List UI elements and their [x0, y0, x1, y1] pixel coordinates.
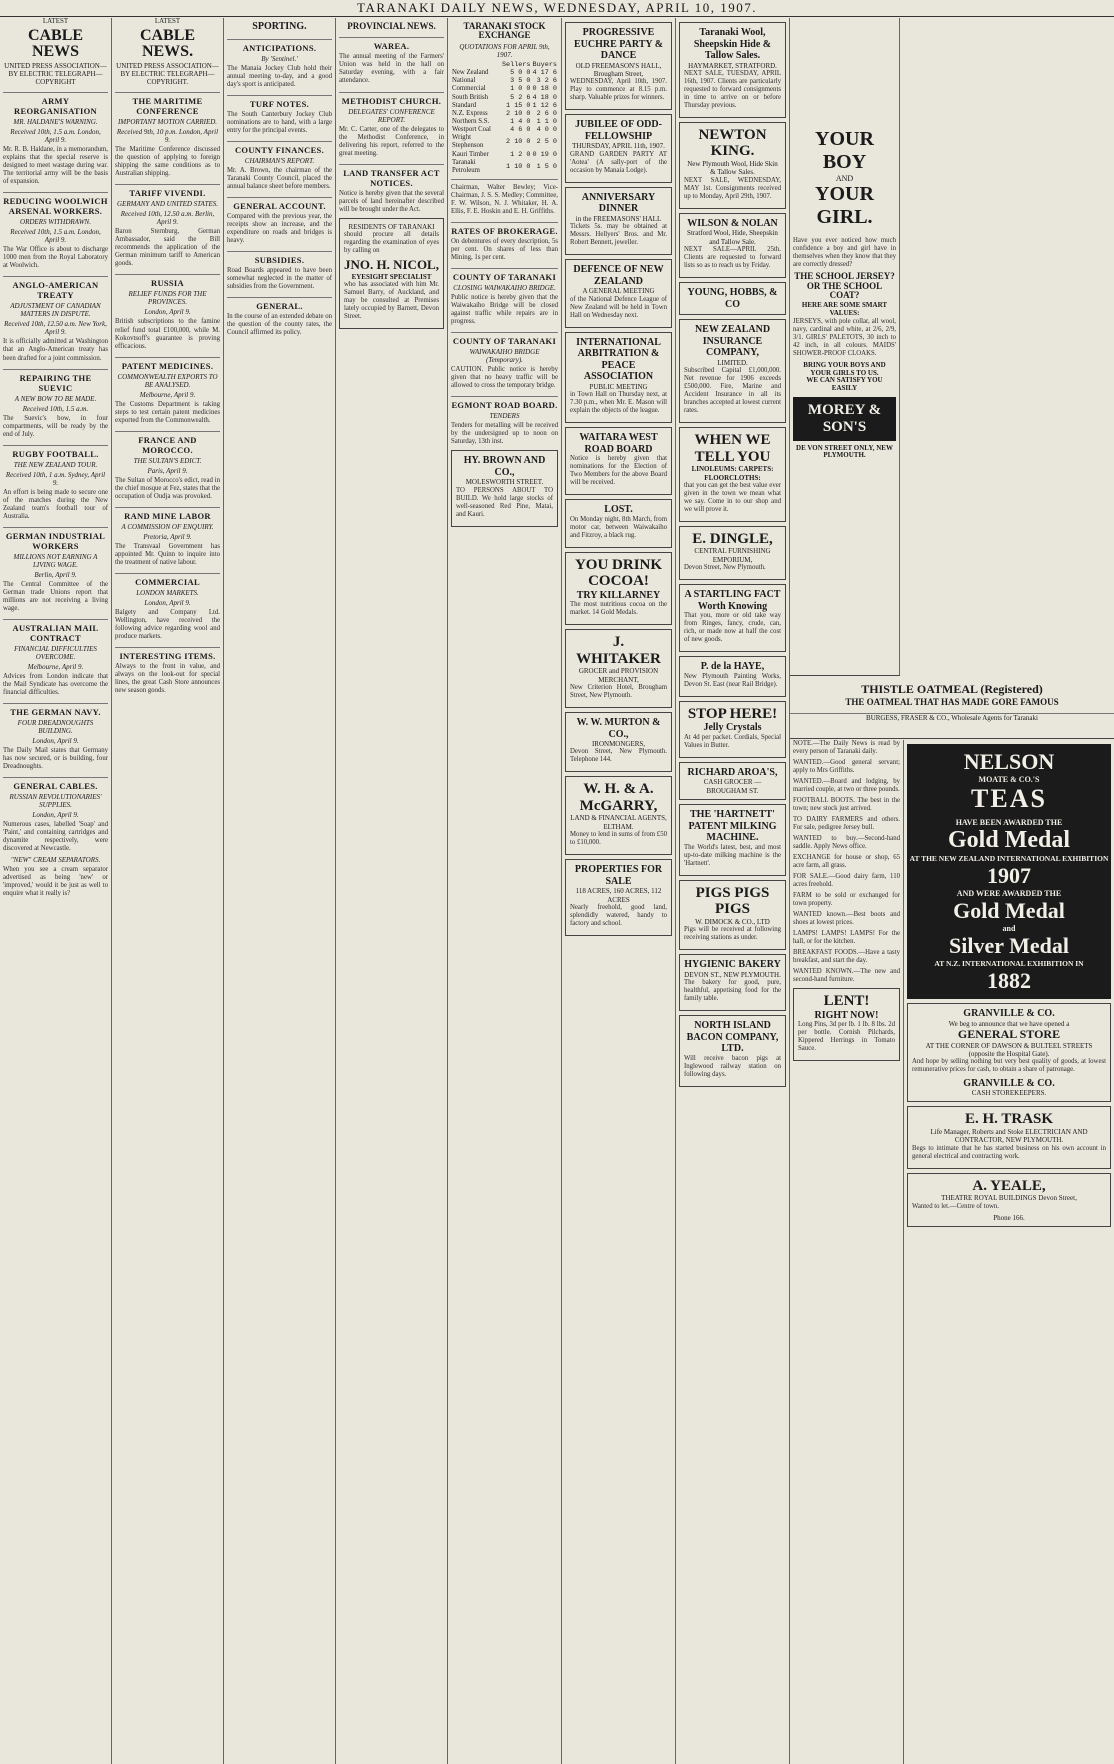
classified: FOOTBALL BOOTS. The best in the town; new stock just arrived. — [793, 797, 900, 813]
ad-item: E. DINGLE, CENTRAL FURNISHING EMPORIUM, Devon Street, New Plymouth. — [679, 526, 786, 580]
cable-credit: UNITED PRESS ASSOCIATION—BY ELECTRIC TELEGRAPH—COPYRIGHT — [4, 62, 107, 86]
section: RUSSIA RELIEF FUNDS FOR THE PROVINCES. London, April 9. British subscriptions to the famine relief fund total £100,000, while M. Kokovtsoff's guarantee is proving efficacious. — [115, 274, 220, 350]
section: REDUCING WOOLWICH ARSENAL WORKERS. ORDERS WITHDRAWN. Received 10th, 1.5 a.m. London, April 9. The War Office is about to discharge 1000 men from the Royal Laboratory at Woolwich. — [3, 192, 108, 270]
yeale-ad: A. YEALE, THEATRE ROYAL BUILDINGS Devon Street, Wanted to let.—Centre of town. Phone 166. — [907, 1173, 1111, 1227]
section: ANTICIPATIONS. By 'Sentinel.' The Manaia Jockey Club hold their annual meeting to-day, and a good day's sport is anticipated. — [227, 39, 332, 89]
column-stock-exchange — [448, 18, 562, 1764]
section: TARIFF VIVENDI. GERMANY AND UNITED STATES. Received 10th, 12.50 a.m. Berlin, April 9. Baron Sternburg, German Ambassador, said the Bill recommends the application of the German minimum tariff to American goods. — [115, 184, 220, 268]
section: COUNTY OF TARANAKI CLOSING WAIWAKAIHO BRIDGE. Public notice is hereby given that the Waiwakaiho Bridge will be closed against traffic while repairs are in progress. — [451, 268, 558, 326]
section: INTERESTING ITEMS. Always to the front in value, and always on the look-out for special lines, the great Cash Store announces new season goods. — [115, 647, 220, 695]
sporting-title: SPORTING. — [252, 21, 307, 32]
section: AUSTRALIAN MAIL CONTRACT FINANCIAL DIFFICULTIES OVERCOME. Melbourne, April 9. Advices from London indicate that the Mail Syndicate has overcome the financial difficulties. — [3, 619, 108, 697]
classified: LAMPS! LAMPS! LAMPS! For the hall, or for the kitchen. — [793, 930, 900, 946]
section: ANGLO-AMERICAN TREATY ADJUSTMENT OF CANADIAN MATTERS IN DISPUTE. Received 10th, 12.50 a.m. New York, April 9. It is officially admitted at Washington that an Anglo-American treaty has been drafted for a joint commission. — [3, 276, 108, 362]
table-row: Northern S.S. 1 4 0 1 1 0 — [452, 117, 557, 126]
ad-item: THE 'HARTNETT' PATENT MILKING MACHINE. The World's latest, best, and most up-to-date milking machine is the 'Hartnett'. — [679, 804, 786, 876]
ad-item: LOST. On Monday night, 8th March, from motor car, between Waiwakaiho and Fitzroy, a black rug. — [565, 499, 672, 548]
section: RUGBY FOOTBALL. THE NEW ZEALAND TOUR. Received 10th, 1 a.m. Sydney, April 9. An effort is being made to secure one of the matches during the New Zealand team's football tour of Australia. — [3, 445, 108, 521]
cable-news-title: CABLE NEWS. — [139, 26, 196, 61]
latest-label: LATEST — [154, 18, 181, 25]
ad-item: NORTH ISLAND BACON COMPANY, LTD. Will receive bacon pigs at Inglewood railway station on following days. — [679, 1015, 786, 1087]
smart-values: HERE ARE SOME SMART VALUES: — [801, 301, 888, 318]
table-row: Commercial 1 0 0 0 18 0 — [452, 85, 557, 94]
ad-item: JUBILEE OF ODD-FELLOWSHIP THURSDAY, APRIL 11th, 1907. GRAND GARDEN PARTY AT 'Aotea' (A sally-port of the occasion by Manaia Lodge). — [565, 114, 672, 182]
table-row: Standard 1 15 0 1 12 6 — [452, 101, 557, 110]
ad-item: DEFENCE OF NEW ZEALAND A GENERAL MEETING of the National Defence League of New Zealand will be held in Town Hall on Wednesday next. — [565, 259, 672, 327]
classified: FOR SALE.—Good dairy farm, 110 acres freehold. — [793, 873, 900, 889]
section: LAND TRANSFER ACT NOTICES. Notice is hereby given that the several parcels of land hereinafter described will be brought under the Act. — [339, 164, 444, 214]
ad-item: A STARTLING FACT Worth Knowing That you, more or old take way from Ringes, fancy, crude, can, rich, or made now at half the cost of new goods. — [679, 584, 786, 652]
masthead: TARANAKI DAILY NEWS, WEDNESDAY, APRIL 10, 1907. — [0, 0, 1114, 17]
section: COMMERCIAL LONDON MARKETS. London, April 9. Balgety and Company Ltd. Wellington, have received the following advice regarding wool and produce markets. — [115, 573, 220, 641]
ad-item: PIGS PIGS PIGS W. DIMOCK & CO., LTD Pigs will be received at following receiving stations as under. — [679, 880, 786, 950]
classified: WANTED known.—Best boots and shoes at lowest prices. — [793, 911, 900, 927]
section: GERMAN INDUSTRIAL WORKERS MILLIONS NOT EARNING A LIVING WAGE. Berlin, April 9. The Central Committee of the German trade Unions report that millions are not receiving a living wage. — [3, 527, 108, 613]
section: WAREA. The annual meeting of the Farmers' Union was held in the hall on Saturday evening, with a fair attendance. — [339, 37, 444, 85]
section: COUNTY OF TARANAKI WAIWAKAIHO BRIDGE (Temporary). CAUTION. Public notice is hereby given that no heavy traffic will be allowed to cross the temporary bridge. — [451, 332, 558, 390]
column-cable-news-2 — [112, 18, 224, 1764]
thistle-agents: BURGESS, FRASER & CO., Wholesale Agents for Taranaki — [790, 713, 1114, 722]
ad-item: W. H. & A. McGARRY, LAND & FINANCIAL AGENTS, ELTHAM. Money to lend in sums of from £50 to £10,000. — [565, 776, 672, 855]
section: TURF NOTES. The South Canterbury Jockey Club nominations are to hand, with a large entry for the principal events. — [227, 95, 332, 135]
classified: WANTED.—Board and lodging, by married couple, at two or three pounds. — [793, 778, 900, 794]
column-cable-news-1 — [0, 18, 112, 1764]
section: PATENT MEDICINES. COMMONWEALTH EXPORTS TO BE ANALYSED. Melbourne, April 9. The Customs Department is taking steps to test certain patent medicines exported from the Commonwealth. — [115, 357, 220, 425]
ad-item: RICHARD AROA'S, CASH GROCER — BROUGHAM ST. — [679, 762, 786, 800]
section: GENERAL. In the course of an extended debate on the question of the county rates, the Council affirmed its policy. — [227, 297, 332, 337]
items-text: JERSEYS, with pole collar, all wool, navy, cardinal and white, at 2/6, 2/9, 3/1. GIRLS' PALETOTS, 30 inch to 42 inch, in all colours. MAIDS' SHOWER-PROOF CLOAKS. — [793, 317, 896, 357]
ad-item: NEW ZEALAND INSURANCE COMPANY, LIMITED. Subscribed Capital £1,000,000. Net revenue for 1906 exceeds £500,000. Fire, Marine and Accident Insurance in all its branches accepted at lowest current rates. — [679, 319, 786, 423]
classified: TO DAIRY FARMERS and others. For sale, pedigree Jersey bull. — [793, 816, 900, 832]
ad-item: INTERNATIONAL ARBITRATION & PEACE ASSOCIATION PUBLIC MEETING in Town Hall on Thursday next, at 7.30 p.m., when Mr. E. Mason will explain the objects of the league. — [565, 332, 672, 423]
ad-item: Taranaki Wool, Sheepskin Hide & Tallow Sales. HAYMARKET, STRATFORD. NEXT SALE, TUESDAY, APRIL 16th, 1907. Clients are particularly requested to forward consignments in time to arrive on or before Thursday previous. — [679, 22, 786, 118]
ad-item: PROPERTIES FOR SALE 118 ACRES, 160 ACRES, 112 ACRES Nearly freehold, good land, splendidly watered, handy to factory and school. — [565, 859, 672, 936]
classified: EXCHANGE for house or shop, 65 acre farm, all grass. — [793, 854, 900, 870]
boy-girl-heading: YOUR BOY AND YOUR GIRL. — [815, 128, 874, 228]
stock-date: QUOTATIONS FOR APRIL 9th, 1907. — [459, 42, 550, 59]
section: "NEW" CREAM SEPARATORS. When you see a cream separator advertised as being 'new' or 'improved,' would it be just as well to enquire what it really is? — [3, 855, 108, 897]
cable-credit: UNITED PRESS ASSOCIATION—BY ELECTRIC TELEGRAPH—COPYRIGHT. — [116, 62, 219, 86]
columns — [0, 18, 1114, 1764]
ad-cocoa: YOU DRINK COCOA! TRY KILLARNEY The most nutritious cocoa on the market. 14 Gold Medals. — [565, 552, 672, 626]
ad-item: P. de la HAYE, New Plymouth Painting Works, Devon St. East (near Rail Bridge). — [679, 656, 786, 697]
ad-item: PROGRESSIVE EUCHRE PARTY & DANCE OLD FREEMASON'S HALL, Brougham Street, WEDNESDAY, April 10th, 1907. Play to commence at 8.15 p.m. sharp. Valuable prizes for winners. — [565, 22, 672, 110]
ad-hy-brown: HY. BROWN AND CO., MOLESWORTH STREET. TO PERSONS ABOUT TO BUILD. We hold large stocks of well-seasoned Red Pine, Matai, and Kauri. — [451, 450, 558, 526]
section: FRANCE AND MOROCCO. THE SULTAN'S EDICT. Paris, April 9. The Sultan of Morocco's edict, read in the chief mosque at Fez, states that the occupation of Oudja was provoked. — [115, 431, 220, 501]
classified: BREAKFAST FOODS.—Have a tasty breakfast, and start the day. — [793, 949, 900, 965]
classified: WANTED.—Good general servant; apply to Mrs Griffiths. — [793, 759, 900, 775]
table-row: Kauri Timber 1 2 0 0 19 0 — [452, 150, 557, 159]
granville-ad: GRANVILLE & CO. We beg to announce that we have opened a GENERAL STORE AT THE CORNER OF DAWSON & BULTEEL STREETS (opposite the Hospital Gate). And hope by selling nothing but very best quality of goods, at lowest remunerative prices for cash, to obtain a share of patronage. GRANVILLE & CO. CASH STOREKEEPERS. — [907, 1003, 1111, 1102]
section: RAND MINE LABOR A COMMISSION OF ENQUIRY. Pretoria, April 9. The Transvaal Government has appointed Mr. Quinn to inquire into the treatment of native labour. — [115, 507, 220, 567]
table-header-row: Sellers Buyers — [501, 60, 557, 69]
classified: FARM to be sold or exchanged for town property. — [793, 892, 900, 908]
column-morey-ad — [790, 18, 900, 676]
section: GENERAL ACCOUNT. Compared with the previous year, the receipts show an increase, and the expenditure on roads and bridges is heavy. — [227, 197, 332, 245]
morey-logo: MOREY & SON'S — [793, 397, 896, 441]
ad-item: W. W. MURTON & CO., IRONMONGERS, Devon Street, New Plymouth. Telephone 144. — [565, 712, 672, 772]
classified: WANTED KNOWN.—The new and second-hand furniture. — [793, 968, 900, 984]
section: EGMONT ROAD BOARD. TENDERS Tenders for metalling will be received by the undersigned up to noon on Saturday, 13th inst. — [451, 396, 558, 446]
table-row: South British 5 2 6 4 18 0 — [452, 93, 557, 102]
thistle-sub: THE OATMEAL THAT HAS MADE GORE FAMOUS — [845, 697, 1059, 707]
table-row: Westport Coal 4 6 0 4 0 0 — [452, 126, 557, 135]
column-provincial — [336, 18, 448, 1764]
stock-table — [451, 61, 558, 175]
table-row: Wright Stephenson 2 10 0 2 5 0 — [452, 134, 557, 150]
column-ads-2 — [676, 18, 790, 1764]
bring-line: BRING YOUR BOYS AND YOUR GIRLS TO US. — [803, 360, 886, 377]
ad-eyesight: RESIDENTS OF TARANAKI should procure all details regarding the examination of eyes by calling on JNO. H. NICOL, EYESIGHT SPECIALIST who has associated with him Mr. Samuel Barry, of Auckland, and may be consulted at Premises lately occupied by Barnett, Devon Street. — [339, 218, 444, 330]
provincial-title: PROVINCIAL NEWS. — [347, 21, 436, 31]
boy-girl-text: Have you ever noticed how much confidence a boy and girl have in themselves when they know that they are correctly dressed? — [793, 237, 896, 269]
section: RATES OF BROKERAGE. On debentures of every description, 5s per cent. On shares of less than Mining, 1s per cent. — [451, 222, 558, 262]
table-row: Taranaki Petroleum 1 10 0 1 5 0 — [452, 158, 557, 174]
column-nelson-teas — [904, 740, 1114, 1764]
ad-lent: LENT! RIGHT NOW! Long Pins, 3d per lb. 1 lb. 8 lbs. 2d per bottle. Cornish Pilchards, Kippered Herrings in Tomato Sauce. — [793, 988, 900, 1061]
committee-text: Chairman, Walter Bewley; Vice-Chairman, J. S. S. Medley; Committee, F. W. Wilson, N. J. Whitaker, H. A. Ellis, F. E. Hoskin and E. H. Griffiths. — [451, 184, 558, 216]
table-row: New Zealand 5 0 0 4 17 6 — [452, 69, 557, 78]
section: THE MARITIME CONFERENCE IMPORTANT MOTION CARRIED. Received 9th, 10 p.m. London, April 9. The Maritime Conference discussed the question of applying to foreign shipping the same conditions as to Australian shipping. — [115, 92, 220, 178]
nelson-teas-ad: NELSON MOATE & CO.'S TEAS HAVE BEEN AWARDED THE Gold Medal AT THE NEW ZEALAND INTERNATIONAL EXHIBITION 1907 AND WERE AWARDED THE Gold Medal and Silver Medal AT N.Z. INTERNATIONAL EXHIBITION IN 1882 — [907, 744, 1111, 999]
section: THE GERMAN NAVY. FOUR DREADNOUGHTS BUILDING. London, April 9. The Daily Mail states that Germany has now secured, or is building, four Dreadnoughts. — [3, 703, 108, 771]
latest-label: LATEST — [42, 18, 69, 25]
table-row: National 3 5 0 3 2 6 — [452, 77, 557, 86]
section: SUBSIDIES. Road Boards appeared to have been somewhat neglected in the matter of subsidies from the Government. — [227, 251, 332, 291]
ad-item: WAITARA WEST ROAD BOARD Notice is hereby given that nominations for the Election of Two Members for the above Board will be received. — [565, 427, 672, 495]
section: GENERAL CABLES. RUSSIAN REVOLUTIONARIES' SUPPLIES. London, April 9. Numerous cases, labelled 'Soap' and 'Paint,' and containing cartridges and dynamite respectively, were discovered at Newcastle. — [3, 777, 108, 853]
column-ads-1 — [562, 18, 676, 1764]
ad-item: YOUNG, HOBBS, & CO — [679, 282, 786, 315]
table-row: N.Z. Express 2 10 0 2 6 0 — [452, 109, 557, 118]
thistle-title: THISTLE OATMEAL (Registered) — [861, 682, 1043, 696]
column-sporting — [224, 18, 336, 1764]
classified: NOTE.—The Daily News is read by every person of Taranaki daily. — [793, 740, 900, 756]
ad-item: HYGIENIC BAKERY DEVON ST., NEW PLYMOUTH. The bakery for good, pure, healthful, appetising food for the family table. — [679, 954, 786, 1011]
ad-item: NEWTON KING. New Plymouth Wool, Hide Skin & Tallow Sales. NEXT SALE, WEDNESDAY, MAY 1st. Consignments received up to Monday, April 29th, 1907. — [679, 122, 786, 209]
school-question: THE SCHOOL JERSEY? OR THE SCHOOL COAT? — [794, 271, 895, 300]
trask-ad: E. H. TRASK Life Manager, Roberts and Stoke ELECTRICIAN AND CONTRACTOR, NEW PLYMOUTH. Begs to intimate that he has started business on his own account in general electrical and contracting work. — [907, 1106, 1111, 1168]
ad-item: WHEN WE TELL YOU LINOLEUMS: CARPETS: FLOORCLOTHS: that you can get the best value ever given in the town we mean what we say. Come in to our shop and we will prove it. — [679, 427, 786, 522]
classified: WANTED to buy.—Second-hand saddle. Apply News office. — [793, 835, 900, 851]
ad-item: STOP HERE! Jelly Crystals At 4d per packet. Cordials, Special Values in Butter. — [679, 701, 786, 758]
ad-item: J. WHITAKER GROCER and PROVISION MERCHANT, New Criterion Hotel, Brougham Street, New Plymouth. — [565, 629, 672, 708]
column-small-ads — [790, 740, 904, 1764]
section: REPAIRING THE SUEVIC A NEW BOW TO BE MADE. Received 10th, 1.5 a.m. The Suevic's bow, in four compartments, will be ready by the end of July. — [3, 369, 108, 439]
ad-item: WILSON & NOLAN Stratford Wool, Hide, Sheepskin and Tallow Sale. NEXT SALE—APRIL 25th. Clients are requested to forward lists so as to reach us by Friday. — [679, 213, 786, 278]
section: METHODIST CHURCH. DELEGATES' CONFERENCE REPORT. Mr. C. Carter, one of the delegates to the Methodist Conference, in delivering his report, referred to the great meeting. — [339, 92, 444, 158]
satisfy-line: WE CAN SATISFY YOU EASILY — [806, 376, 883, 392]
thistle-banner — [790, 678, 1114, 739]
stock-title: TARANAKI STOCK EXCHANGE — [463, 21, 546, 41]
morey-address: DE VON STREET ONLY, NEW PLYMOUTH. — [796, 443, 893, 460]
ad-item: ANNIVERSARY DINNER in the FREEMASONS' HALL Tickets 5s. may be obtained at Messrs. Hellyers' Bros. and Mr. Robert Bennett, jeweller. — [565, 187, 672, 255]
section: COUNTY FINANCES. CHAIRMAN'S REPORT. Mr. A. Brown, the chairman of the Taranaki County Council, placed the annual balance sheet before members. — [227, 141, 332, 191]
cable-news-title: CABLE NEWS — [27, 26, 84, 61]
divider — [451, 179, 558, 180]
section: ARMY REORGANISATION MR. HALDANE'S WARNING. Received 10th, 1.5 a.m. London, April 9. Mr. R. B. Haldane, in a memorandum, explains that the special reserve is designed to meet wastage during war. The territorial army will be the basis of expansion. — [3, 92, 108, 186]
